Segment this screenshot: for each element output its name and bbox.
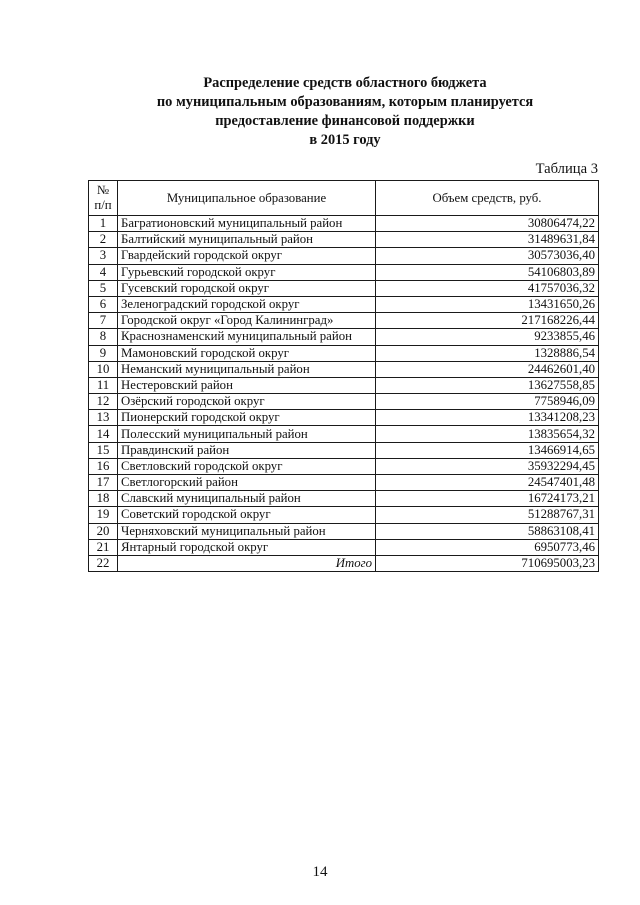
row-municipality: Славский муниципальный район [118, 491, 376, 507]
total-label: Итого [118, 555, 376, 571]
row-municipality: Гвардейский городской округ [118, 248, 376, 264]
row-number: 2 [89, 232, 118, 248]
row-municipality: Нестеровский район [118, 377, 376, 393]
table-row [89, 248, 599, 264]
row-amount: 16724173,21 [376, 491, 599, 507]
table-row [89, 216, 599, 232]
title-line: по муниципальным образованиям, которым планируется [156, 94, 534, 110]
row-amount: 24462601,40 [376, 361, 599, 377]
total-number: 22 [89, 555, 118, 571]
row-number: 3 [89, 248, 118, 264]
table-row [89, 523, 599, 539]
row-municipality: Багратионовский муниципальный район [118, 216, 376, 232]
row-municipality: Янтарный городской округ [118, 539, 376, 555]
title-line: предоставление финансовой поддержки [215, 113, 475, 129]
table-body [89, 216, 599, 572]
row-amount: 1328886,54 [376, 345, 599, 361]
row-amount: 13341208,23 [376, 410, 599, 426]
row-amount: 6950773,46 [376, 539, 599, 555]
row-number: 7 [89, 313, 118, 329]
row-municipality: Озёрский городской округ [118, 394, 376, 410]
row-amount: 35932294,45 [376, 458, 599, 474]
row-number: 5 [89, 280, 118, 296]
table-row [89, 539, 599, 555]
header-number-abbr: п/п [94, 198, 112, 212]
table-row [89, 329, 599, 345]
row-municipality: Полесский муниципальный район [118, 426, 376, 442]
row-amount: 31489631,84 [376, 232, 599, 248]
row-municipality: Пионерский городской округ [118, 410, 376, 426]
table-header-row [89, 181, 599, 216]
row-amount: 30806474,22 [376, 216, 599, 232]
row-municipality: Гусевский городской округ [118, 280, 376, 296]
table-row [89, 491, 599, 507]
row-amount: 7758946,09 [376, 394, 599, 410]
table-row [89, 475, 599, 491]
total-amount: 710695003,23 [376, 555, 599, 571]
row-number: 4 [89, 264, 118, 280]
row-number: 1 [89, 216, 118, 232]
row-amount: 54106803,89 [376, 264, 599, 280]
table-row [89, 377, 599, 393]
row-municipality: Гурьевский городской округ [118, 264, 376, 280]
row-number: 21 [89, 539, 118, 555]
row-municipality: Балтийский муниципальный район [118, 232, 376, 248]
table-row [89, 442, 599, 458]
row-number: 18 [89, 491, 118, 507]
header-municipality: Муниципальное образование [118, 181, 376, 216]
row-amount: 13835654,32 [376, 426, 599, 442]
row-amount: 41757036,32 [376, 280, 599, 296]
row-amount: 13627558,85 [376, 377, 599, 393]
table-row [89, 313, 599, 329]
table-total-row [89, 555, 599, 571]
budget-distribution-table [88, 180, 599, 572]
title-line: Распределение средств областного бюджета [203, 75, 487, 91]
row-amount: 13466914,65 [376, 442, 599, 458]
row-municipality: Правдинский район [118, 442, 376, 458]
row-municipality: Городской округ «Город Калининград» [118, 313, 376, 329]
table-row [89, 361, 599, 377]
row-number: 10 [89, 361, 118, 377]
row-municipality: Светловский городской округ [118, 458, 376, 474]
row-municipality: Черняховский муниципальный район [118, 523, 376, 539]
row-amount: 9233855,46 [376, 329, 599, 345]
row-municipality: Светлогорский район [118, 475, 376, 491]
row-number: 9 [89, 345, 118, 361]
table-row [89, 232, 599, 248]
row-number: 16 [89, 458, 118, 474]
document-title [80, 74, 610, 150]
header-number [89, 181, 118, 216]
table-row [89, 296, 599, 312]
header-number-symbol: № [96, 183, 110, 197]
row-amount: 13431650,26 [376, 296, 599, 312]
table-row [89, 458, 599, 474]
row-amount: 30573036,40 [376, 248, 599, 264]
row-amount: 217168226,44 [376, 313, 599, 329]
table-label: Таблица 3 [535, 161, 598, 177]
title-line: в 2015 году [309, 132, 381, 148]
table-row [89, 410, 599, 426]
row-municipality: Советский городской округ [118, 507, 376, 523]
row-number: 15 [89, 442, 118, 458]
row-number: 19 [89, 507, 118, 523]
header-amount: Объем средств, руб. [376, 181, 599, 216]
row-number: 8 [89, 329, 118, 345]
row-municipality: Зеленоградский городской округ [118, 296, 376, 312]
row-number: 17 [89, 475, 118, 491]
table-row [89, 280, 599, 296]
table-row [89, 394, 599, 410]
table-row [89, 507, 599, 523]
row-municipality: Неманский муниципальный район [118, 361, 376, 377]
row-amount: 51288767,31 [376, 507, 599, 523]
table-row [89, 426, 599, 442]
row-number: 13 [89, 410, 118, 426]
row-number: 20 [89, 523, 118, 539]
row-number: 12 [89, 394, 118, 410]
row-number: 11 [89, 377, 118, 393]
row-amount: 58863108,41 [376, 523, 599, 539]
table-row [89, 264, 599, 280]
row-municipality: Краснознаменский муниципальный район [118, 329, 376, 345]
row-number: 6 [89, 296, 118, 312]
table-row [89, 345, 599, 361]
row-number: 14 [89, 426, 118, 442]
row-amount: 24547401,48 [376, 475, 599, 491]
page-number: 14 [312, 864, 328, 880]
row-municipality: Мамоновский городской округ [118, 345, 376, 361]
